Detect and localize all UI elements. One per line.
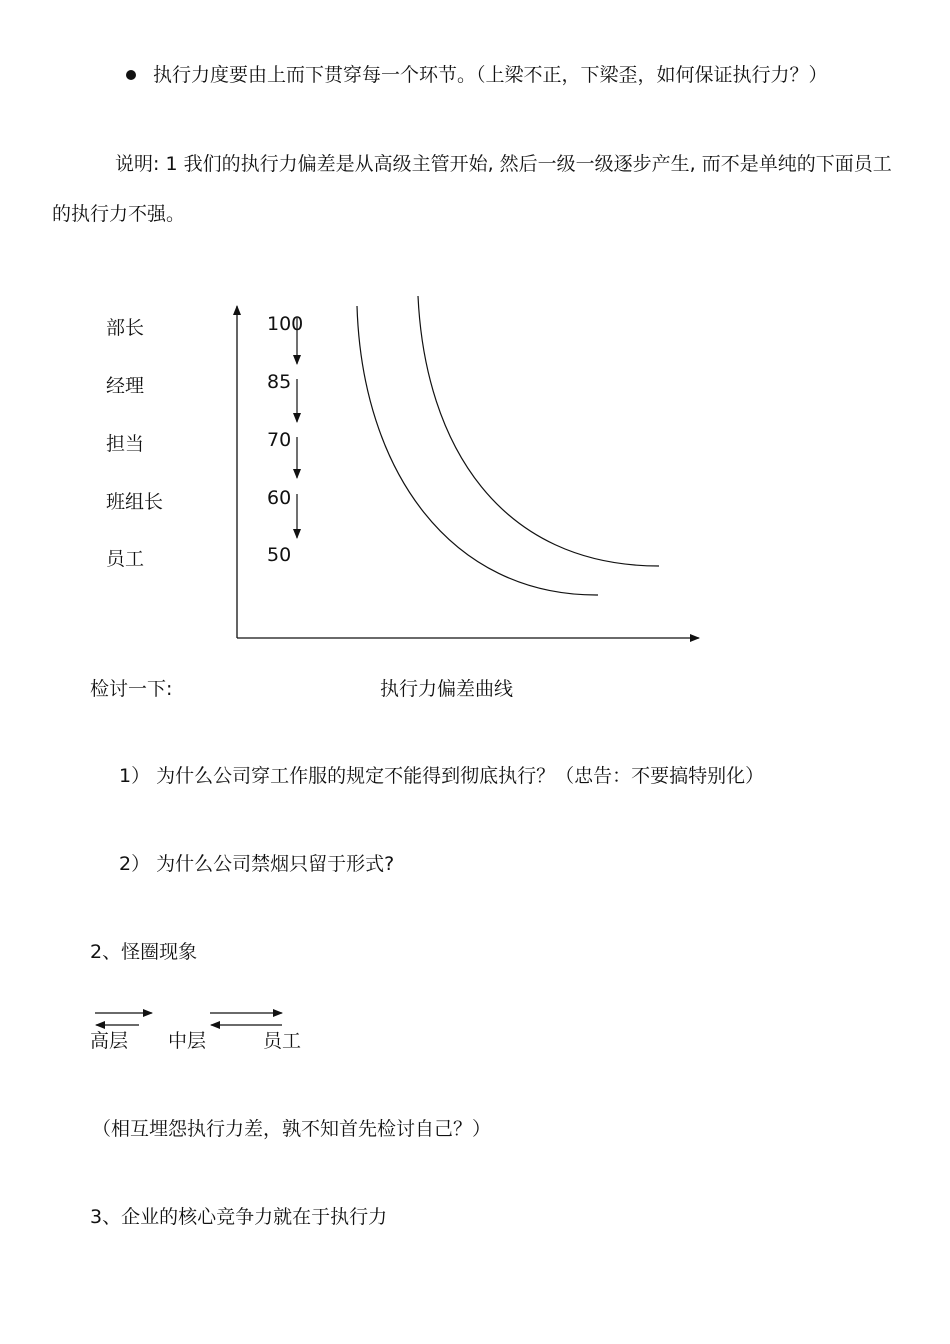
node-senior: 高层	[90, 1030, 129, 1052]
explanation-line-2: 的执行力不强。	[52, 203, 186, 225]
value-label-100: 100	[267, 313, 304, 335]
section-2-note: （相互埋怨执行力差，孰不知首先检讨自己？）	[92, 1118, 492, 1140]
bullet-text: 执行力度要由上而下贯穿每一个环节。（上梁不正，下梁歪，如何保证执行力？）	[153, 64, 828, 86]
role-label-minister: 部长	[106, 317, 145, 339]
question-2: 2） 为什么公司禁烟只留于形式?	[119, 853, 395, 875]
chart-title: 执行力偏差曲线	[380, 678, 514, 700]
value-label-85: 85	[267, 371, 292, 393]
node-middle: 中层	[168, 1030, 207, 1052]
section-3-title: 3、企业的核心竞争力就在于执行力	[90, 1206, 388, 1228]
explanation-line-1: 说明: 1 我们的执行力偏差是从高级主管开始, 然后一级一级逐步产生, 而不是单纯的下面员工	[115, 153, 892, 175]
deviation-curve-outer	[418, 296, 659, 566]
role-label-manager: 经理	[106, 375, 145, 397]
role-label-employee: 员工	[106, 548, 145, 570]
section-2-title: 2、怪圈现象	[90, 941, 198, 963]
deviation-curve-inner	[357, 306, 598, 595]
question-1: 1） 为什么公司穿工作服的规定不能得到彻底执行？（忠告：不要搞特别化）	[119, 765, 765, 787]
role-label-team-leader: 班组长	[106, 491, 164, 513]
node-employee: 员工	[263, 1030, 302, 1052]
value-label-50: 50	[267, 544, 292, 566]
review-label: 检讨一下:	[90, 678, 173, 700]
role-label-staff-lead: 担当	[106, 433, 145, 455]
value-label-70: 70	[267, 429, 292, 451]
value-label-60: 60	[267, 487, 292, 509]
